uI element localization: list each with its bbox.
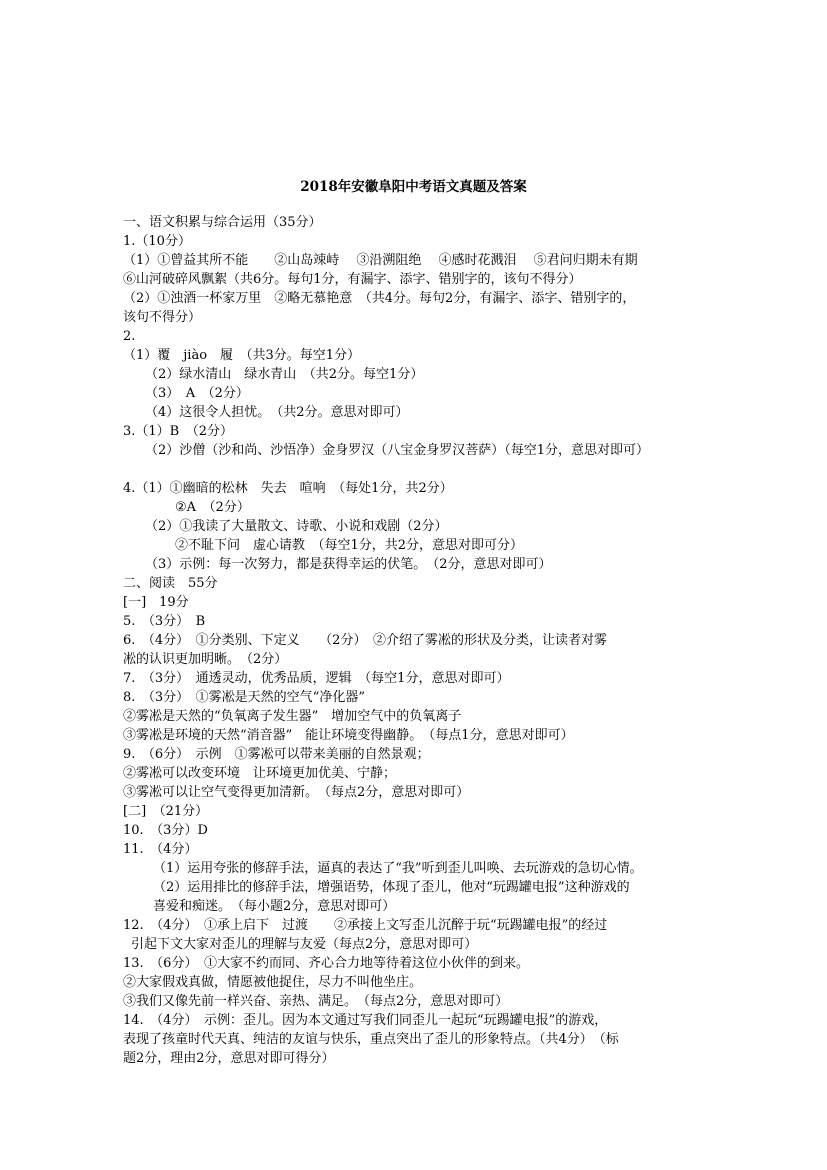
answer-line: （2）沙僧（沙和尚、沙悟净）金身罗汉（八宝金身罗汉菩萨）（每空1分，意思对即可）	[145, 443, 650, 458]
answer-line: 引起下文大家对歪儿的理解与友爱（每点2分，意思对即可）	[131, 937, 478, 952]
document-title: 2018年安徽阜阳中考语文真题及答案	[300, 179, 527, 195]
answer-line: 6. （4分） ①分类别、下定义 （2分） ②介绍了雾凇的形状及分类，让读者对雾	[123, 633, 607, 648]
answer-line: 12. （4分） ①承上启下 过渡 ②承接上文写歪儿沉醉于玩“玩踢罐电报”的经过	[123, 918, 608, 933]
answer-line: ②A （2分）	[175, 500, 250, 515]
answer-line: 10. （3分）D	[123, 823, 208, 838]
answer-line: ③我们又像先前一样兴奋、亲热、满足。 （每点2分，意思对即可）	[123, 994, 509, 1009]
answer-line: ③雾凇是环境的天然“消音器” 能让环境变得幽静。 （每点1分，意思对即可）	[123, 728, 574, 743]
answer-line: 喜爱和痴迷。 （每小题2分，意思对即可）	[153, 899, 396, 914]
answer-line: （2）①我读了大量散文、诗歌、小说和戏剧（2分）	[145, 519, 448, 534]
answer-line: 题2分，理由2分，意思对即可得分）	[123, 1051, 335, 1066]
section-heading: 二、阅读 55分	[123, 576, 218, 591]
question-header: 2.	[123, 329, 136, 344]
answer-line: （1）运用夸张的修辞手法，逼真的表达了“我”听到歪儿叫唤、去玩游戏的急切心情。	[153, 861, 643, 876]
answer-line: 该句不得分）	[123, 310, 202, 325]
answer-line: 4.（1）①幽暗的松林 失去 喧响 （每处1分，共2分）	[123, 481, 453, 496]
answer-line: ②雾凇是天然的“负氧离子发生器” 增加空气中的负氧离子	[123, 709, 462, 724]
answer-line: 13. （6分） ①大家不约而同、齐心合力地等待着这位小伙伴的到来。	[123, 956, 529, 971]
answer-line: 11. （4分）	[123, 842, 198, 857]
answer-line: （4）这很令人担忧。 （共2分。意思对即可）	[145, 405, 409, 420]
answer-line: ②大家假戏真做，情愿被他捉住，尽力不叫他坐庄。	[123, 975, 423, 990]
answer-line: 5. （3分） B	[123, 614, 206, 629]
answer-line: （2）运用排比的修辞手法，增强语势，体现了歪儿，他对“玩踢罐电报”这种游戏的	[153, 880, 630, 895]
answer-line: （3） A （2分）	[145, 386, 249, 401]
answer-line: （3）示例：每一次努力，都是获得幸运的伏笔。 （2分，意思对即可）	[145, 557, 552, 572]
section-heading: 一、语文积累与综合运用（35分）	[123, 215, 322, 230]
answer-line: 9. （6分） 示例 ①雾凇可以带来美丽的自然景观；	[123, 747, 430, 762]
answer-line: 7. （3分） 通透灵动，优秀品质，逻辑 （每空1分，意思对即可）	[123, 671, 510, 686]
answer-line: 3.（1）B （2分）	[123, 424, 233, 439]
answer-body	[123, 213, 723, 1068]
subsection-heading: [二] （21分）	[123, 804, 209, 819]
answer-line: （2）绿水清山 绿水青山 （共2分。每空1分）	[145, 367, 424, 382]
answer-line: 凇的认识更加明晰。 （2分）	[123, 652, 288, 667]
blank-line	[123, 460, 723, 479]
answer-line: 8. （3分） ①雾凇是天然的空气“净化器”	[123, 690, 365, 705]
question-header: 1.（10分）	[123, 234, 191, 249]
answer-line: 14. （4分） 示例：歪儿。因为本文通过写我们同歪儿一起玩“玩踢罐电报”的游戏，	[123, 1013, 608, 1028]
answer-line: ②不耻下问 虚心请教 （每空1分，共2分，意思对即可分）	[175, 538, 524, 553]
answer-line: （1）覆 jiào 履 （共3分。每空1分）	[123, 348, 361, 363]
answer-line: ③雾凇可以让空气变得更加清新。 （每点2分，意思对即可）	[123, 785, 470, 800]
answer-line: （2）①浊酒一杯家万里 ②略无慕艳意 （共4分。每句2分，有漏字、添字、错别字的，	[123, 291, 636, 306]
answer-line: 表现了孩童时代天真、纯洁的友谊与快乐，重点突出了歪儿的形象特点。（共4分） （标	[123, 1032, 619, 1047]
answer-line: ②雾凇可以改变环境 让环境更加优美、宁静；	[123, 766, 397, 781]
answer-line: ⑥山河破碎风飘絮（共6分。每句1分，有漏字、添字、错别字的，该句不得分）	[123, 272, 582, 287]
answer-line: （1）①曾益其所不能 ②山岛竦峙 ③沿溯阻绝 ④感时花溅泪 ⑤君问归期未有期	[123, 253, 638, 268]
subsection-heading: [一] 19分	[123, 595, 189, 610]
